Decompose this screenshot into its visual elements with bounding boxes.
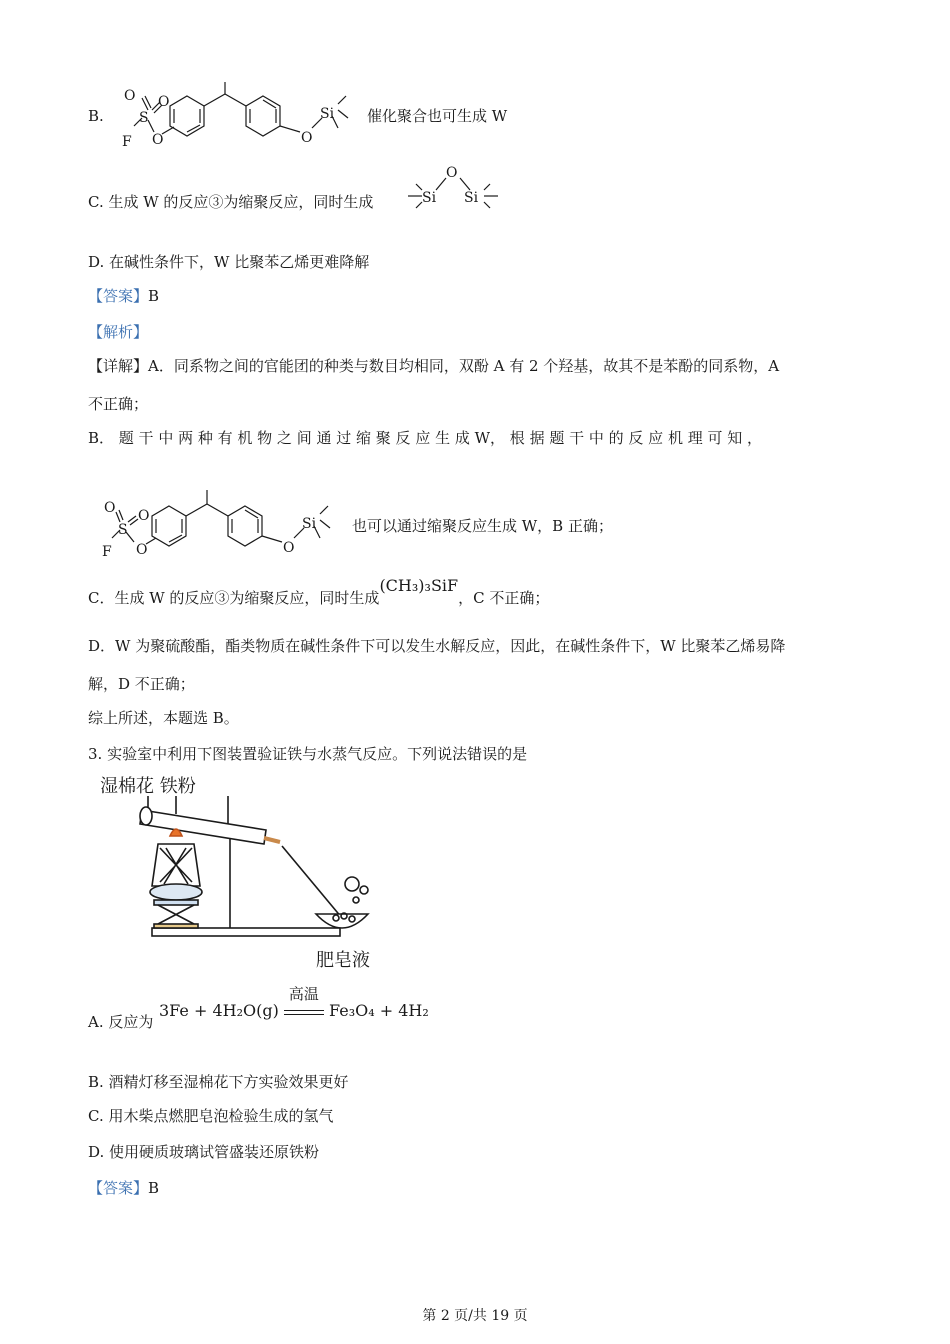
sulfur-atom: S — [118, 522, 128, 538]
detail-a-line2: 不正确； — [88, 395, 149, 413]
soap-bubble — [353, 897, 359, 903]
detail-c-pre: C．生成 W 的反应③为缩聚反应，同时生成 — [88, 589, 380, 607]
detail-d-line1: D．W 为聚硫酸酯，酯类物质在碱性条件下可以发生水解反应，因此，在碱性条件下，W 比聚苯乙烯易降 — [88, 637, 786, 655]
option-b-text: 催化聚合也可生成 W — [367, 107, 508, 125]
oxygen-atom: O — [301, 130, 313, 146]
detail-summary: 综上所述，本题选 B。 — [88, 709, 239, 727]
oxygen-atom: O — [104, 500, 116, 516]
oxygen-atom: O — [138, 508, 150, 524]
q3-equation — [159, 984, 429, 1022]
soap-bubble — [360, 886, 368, 894]
detail-tag: 【详解】 — [88, 357, 149, 375]
q3-stem: 3. 实验室中利用下图装置验证铁与水蒸气反应。下列说法错误的是 — [88, 745, 528, 763]
aryl-fluorosulfate-silyl-ether-structure — [112, 82, 362, 154]
equation-right: Fe₃O₄ + 4H₂ — [329, 1001, 429, 1020]
trimethylfluorosilane-formula: (CH₃)₃SiF — [379, 576, 459, 595]
silicon-atom: Si — [464, 190, 479, 206]
oxygen-atom: O — [446, 165, 458, 181]
detail-c-line — [88, 576, 550, 608]
aryl-fluorosulfate-silyl-ether-structure — [98, 490, 348, 562]
q3-option-a — [88, 1012, 153, 1032]
detail-a-text: A．同系物之间的官能团的种类与数目均相同，双酚 A 有 2 个羟基，故其不是苯酚的同系物，A — [148, 357, 780, 375]
silicon-atom: Si — [302, 516, 317, 532]
soap-bubble — [345, 877, 359, 891]
equation-arrow — [284, 984, 324, 1022]
rubber-tube — [264, 838, 280, 842]
page-footer: 第 2 页/共 19 页 — [422, 1308, 528, 1324]
silicon-atom: Si — [320, 106, 335, 122]
fig-label-soap: 肥皂液 — [316, 950, 370, 971]
option-d-text: D. 在碱性条件下，W 比聚苯乙烯更难降解 — [88, 253, 370, 271]
detail-b-line1: B． 题 干 中 两 种 有 机 物 之 间 通 过 缩 聚 反 应 生 成 W， 根 据 题 干 中 的 反 应 机 理 可 知 ， — [88, 429, 763, 447]
oxygen-atom: O — [124, 88, 136, 104]
oxygen-atom: O — [152, 132, 164, 148]
detail-b-line2: 也可以通过缩聚反应生成 W，B 正确； — [352, 517, 613, 535]
equation-left: 3Fe + 4H₂O(g) — [159, 1001, 279, 1020]
q3-answer-value: B — [148, 1179, 160, 1197]
q3-option-c: C. 用木柴点燃肥皂泡检验生成的氢气 — [88, 1107, 334, 1125]
detail-a-line1 — [88, 356, 779, 376]
answer-value: B — [148, 287, 160, 305]
q3-option-a-label: A. 反应为 — [88, 1013, 154, 1031]
q3-option-b: B. 酒精灯移至湿棉花下方实验效果更好 — [88, 1073, 349, 1091]
fluorine-atom: F — [122, 134, 132, 150]
oxygen-atom: O — [136, 542, 148, 558]
oxygen-atom: O — [283, 540, 295, 556]
q3-answer-tag: 【答案】 — [88, 1179, 149, 1197]
hard-glass-test-tube — [140, 810, 266, 844]
fig-label-iron: 铁粉 — [159, 776, 196, 797]
detail-d-line2: 解，D 不正确； — [88, 675, 195, 693]
fig-label-group — [100, 772, 196, 798]
soap-solution-dish — [316, 914, 368, 928]
analysis-tag: 【解析】 — [88, 323, 149, 341]
delivery-tube — [282, 846, 342, 918]
oxygen-atom: O — [158, 94, 170, 110]
option-c-text: C. 生成 W 的反应③为缩聚反应，同时生成 — [88, 193, 374, 211]
fluorine-atom: F — [102, 544, 112, 560]
fig-label-cotton: 湿棉花 — [100, 776, 154, 797]
answer-tag: 【答案】 — [88, 287, 149, 305]
sulfur-atom: S — [139, 110, 149, 126]
alcohol-lamp — [150, 884, 202, 900]
hexamethyldisiloxane-structure — [408, 162, 508, 214]
stand-base — [152, 928, 340, 936]
detail-c-post: ，C 不正确； — [458, 589, 550, 607]
iron-steam-apparatus-figure — [130, 796, 390, 946]
reaction-condition: 高温 — [288, 984, 319, 1003]
q3-option-d: D. 使用硬质玻璃试管盛装还原铁粉 — [88, 1143, 320, 1161]
q3-answer-line — [88, 1178, 159, 1198]
option-b-label: B. — [88, 107, 104, 125]
silicon-atom: Si — [422, 190, 437, 206]
answer-line — [88, 286, 159, 306]
wet-cotton — [140, 807, 152, 825]
